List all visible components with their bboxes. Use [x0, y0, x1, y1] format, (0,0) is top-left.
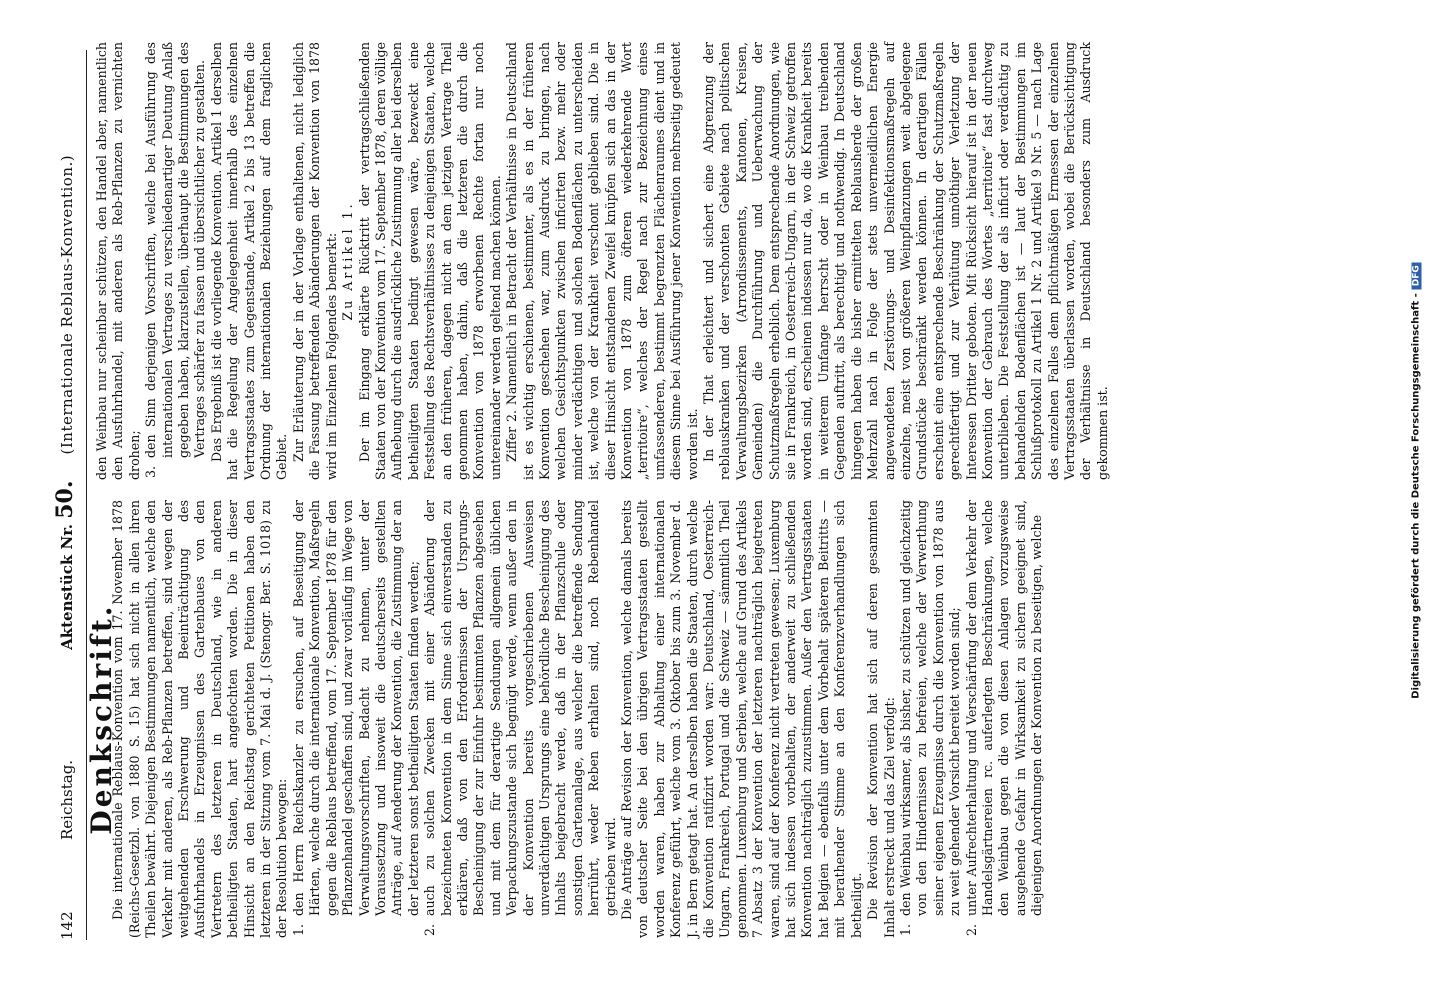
item-text: den Weinbau wirksamer, als bisher, zu schützen und gleichzeitig von den Hindernissen zu befreien, welche der Verwerthung seiner eigenen Erzeugnisse durch die Konvention von 1878 aus zu weit gehender Vorsicht bereitet worden sind;	[897, 500, 963, 916]
header-left: Reichstag.	[58, 759, 76, 840]
paragraph: Ziffer 2. Namentlich in Betracht der Verhältnisse in Deutschland ist es wichtig erschienen, bestimmter, als es in der früheren Konvention geschehen war, zum Ausdruck zu bringen, nach welchen Gesichtspunkten zwischen inficirten bezw. mehr oder minder verdächtigen und solchen Bodenflächen zu unterscheiden ist, welche von der Krankheit verschont geblieben sind. Die in dieser Hinsicht entstandenen Zweifel knüpfen sich an das in der Konvention von 1878 zum öfteren wiederkehrende Wort „territoire“, welches der Regel nach zur Bezeichnung eines umfassenderen, bestimmt begrenzten Flächenraumes dient und in diesem Sinne bei Ausführung jener Konvention mehrseitig gedeutet worden ist.	[504, 42, 700, 480]
paragraph: Die Anträge auf Revision der Konvention, welche damals bereits von deutscher Seite bei den übrigen Vertragsstaaten gestellt worden waren, haben zur Abhaltung einer internationalen Konferenz geführt, welche vom 3. Oktober bis zum 3. November d. J. in Bern getagt hat. An derselben haben die Staaten, durch welche die Konvention ratifizirt worden war: Deutschland, Oesterreich-Ungarn, Frankreich, Portugal und die Schweiz — sämmtlich Theil genommen. Luxemburg und Serbien, welche auf Grund des Artikels 7 Absatz 3 der Konvention der letzteren nachträglich beigetreten waren, sind auf der Konferenz nicht vertreten gewesen; Luxemburg hat sich indessen vorbehalten, der anderweit zu schließenden Konvention nachträglich zuzustimmen. Außer den Vertragsstaaten hat Belgien — ebenfalls unter dem Vorbehalt späteren Beitritts — mit berathender Stimme an den Konferenzverhandlungen sich betheiligt.	[619, 500, 864, 938]
item-text: den Herrn Reichskanzler zu ersuchen, auf Beseitigung der Härten, welche durch die internationale Konvention, Maßregeln gegen die Reblaus betreffend, vom 17. September 1878 für den Pflanzenhandel geschaffen sind, und zwar vorläufig im Wege von Verwaltungsvorschriften, Bedacht zu nehmen, unter der Voraussetzung und insoweit die deutscherseits gestellten Anträge, auf Aenderung der Konvention, die Zustimmung der an der letzteren sonst betheiligten Staaten finden werden;	[290, 500, 421, 916]
item-number: 2.	[963, 923, 979, 936]
paragraph: In der That erleichtert und sichert eine Abgrenzung der reblauskranken und der verschonten Gebiete nach politischen Verwaltungsbezirken (Arrondissements, Kantonen, Kreisen, Gemeinden) die Durchführung und Ueberwachung der Schutzmaßregeln erheblich. Dem entsprechende Anordnungen, wie sie in Frankreich, in Oesterreich-Ungarn, in der Schweiz getroffen worden sind, erscheinen indessen nur da, wo die Krankheit bereits in weiterem Umfange herrscht oder in Weinbau treibenden Gegenden auftritt, als berechtigt und nothwendig. In Deutschland hingegen haben die bisher ermittelten Reblausherde der großen Mehrzahl nach in Folge der stets unvermeidlichen Energie angewendeten Zerstörungs- und Desinfektionsmaßregeln auf einzelne, meist von größeren Weinpflanzungen weit abgelegene Grundstücke beschränkt werden können. In derartigen Fällen erscheint eine entsprechende Beschränkung der Schutzmaßregeln gerechtfertigt und zur Verhütung unnöthiger Verletzung der Interessen Dritter geboten. Mit Rücksicht hierauf ist in der neuen Konvention der Gebrauch des Wortes „territoire“ fast durchweg unterblieben. Die Feststellung der als inficirt oder verdächtig zu behandelnden Bodenflächen ist — laut der Bestimmungen im Schlußprotokoll zu Artikel 1 Nr. 2 und Artikel 9 Nr. 5 — nach Lage des einzelnen Falles dem pflichtmäßigen Ermessen der einzelnen Vertragsstaaten überlassen worden, wobei die Berücksichtigung der Verhältnisse in Deutschland besonders zum Ausdruck gekommen ist.	[701, 42, 1110, 480]
list-item	[143, 42, 209, 480]
paragraph: den Weinbau nur scheinbar schützen, den Handel aber, namentlich den Ausfuhrhandel, mit anderen als Reb-Pflanzen zu vernichten drohen;	[94, 42, 142, 480]
paragraph: Die Revision der Konvention hat sich auf deren gesammten Inhalt erstreckt und das Ziel verfolgt:	[865, 500, 897, 938]
header-number: 50.	[52, 480, 78, 519]
right-column	[94, 42, 1111, 480]
digitization-note	[1411, 0, 1422, 981]
list-item	[964, 500, 1046, 938]
document-page	[46, 20, 1386, 980]
left-column	[85, 500, 1046, 938]
list-item	[291, 500, 422, 938]
document-title: Denkschrift.	[85, 603, 118, 835]
header-middle-prefix: Aktenstück Nr.	[58, 524, 76, 650]
item-text: den Sinn derjenigen Vorschriften, welche bei Ausführung des internationalen Vertrages zu verschiedenartiger Deutung Anlaß gegeben haben, klarzustellen, überhaupt die Bestimmungen des Vertrages schärfer zu fassen und übersichtlicher zu gestalten.	[143, 42, 208, 458]
paragraph: Zur Erläuterung der in der Vorlage enthaltenen, nicht lediglich die Fassung betreffenden Abänderungen der Konvention von 1878 wird im Einzelnen Folgendes bemerkt:	[290, 42, 339, 480]
digitization-note-text: Digitalisierung gefördert durch die Deutsche Forschungsgemeinschaft -	[1410, 293, 1422, 699]
list-item	[422, 500, 619, 938]
item-text: unter Aufrechterhaltung und Verschärfung der dem Verkehr der Handelsgärtnereien rc. auferlegten Beschränkungen, welche den Weinbau gegen die von diesen Anlagen vorzugsweise ausgehende Gefahr in Wirksamkeit zu sichern geeignet sind, diejenigen Anordnungen der Konvention zu beseitigen, welche	[963, 500, 1045, 916]
item-number: 1.	[290, 923, 306, 936]
list-item	[898, 500, 964, 938]
header-middle	[52, 481, 78, 650]
dfg-logo: DFG	[1412, 262, 1422, 289]
paragraph: Die internationale Reblaus-Konvention vom 17. November 1878 (Reichs-Gesetzbl. von 1880 S. 15) hat sich nicht in allen ihren Theilen bewährt. Diejenigen Bestimmungen namentlich, welche den Verkehr mit anderen, als Reb-Pflanzen betreffen, sind wegen der weitgehenden Erschwerung und Beeinträchtigung des Ausfuhrhandels in Erzeugnissen des Gartenbaues von den Vertretern des letzteren in Deutschland, wie in anderen betheiligten Staaten, hart angefochten worden. Die in dieser Hinsicht an den Reichstag gerichteten Petitionen haben den letzteren in der Sitzung vom 7. Mai d. J. (Stenogr. Ber. S. 1018) zu der Resolution bewogen:	[110, 500, 290, 938]
item-number: 1.	[897, 923, 913, 936]
item-number: 3.	[143, 465, 159, 478]
page-header	[52, 50, 86, 940]
section-heading: Zu Artikel 1.	[340, 201, 356, 321]
header-right: (Internationale Reblaus-Konvention.)	[58, 154, 76, 455]
page-number: 142	[58, 911, 76, 940]
item-text: auch zu solchen Zwecken mit einer Abänderung der bezeichneten Konvention in dem Sinne sich einverstanden zu erklären, daß von den Erfordernissen der Ursprungs-Bescheinigung der zur Einfuhr bestimmten Pflanzen abgesehen und mit dem für derartige Sendungen allgemein üblichen Verpackungszustande sich begnügt werde, wenn außer den in der Konvention bereits vorgeschriebenen Ausweisen unverdächtigen Ursprungs eine behördliche Bescheinigung des Inhalts beigebracht werde, daß in der Pflanzschule oder sonstigen Gartenanlage, aus welcher die betreffende Sendung herrührt, weder Reben erhalten sind, noch Rebenhandel getrieben wird.	[422, 500, 618, 916]
item-number: 2.	[422, 923, 438, 936]
paragraph: Das Ergebniß ist die vorliegende Konvention. Artikel 1 derselben hat die Regelung der Angelegenheit innerhalb des einzelnen Vertragsstaates zum Gegenstande, Artikel 2 bis 13 betreffen die Ordnung der internationalen Beziehungen auf dem fraglichen Gebiet.	[208, 42, 290, 480]
paragraph: Der im Eingang erklärte Rücktritt der vertragschließenden Staaten von der Konvention vom 17. September 1878, deren völlige Aufhebung durch die ausdrückliche Zustimmung aller bei derselben betheiligten Staaten bedingt gewesen wäre, bezweckt eine Feststellung des Rechtsverhältnisses zu denjenigen Staaten, welche an den früheren, dagegen nicht an dem jetzigen Vertrage Theil genommen haben, dahin, daß die letzteren die durch die Konvention von 1878 erworbenen Rechte fortan nur noch untereinander werden geltend machen können.	[356, 42, 503, 480]
